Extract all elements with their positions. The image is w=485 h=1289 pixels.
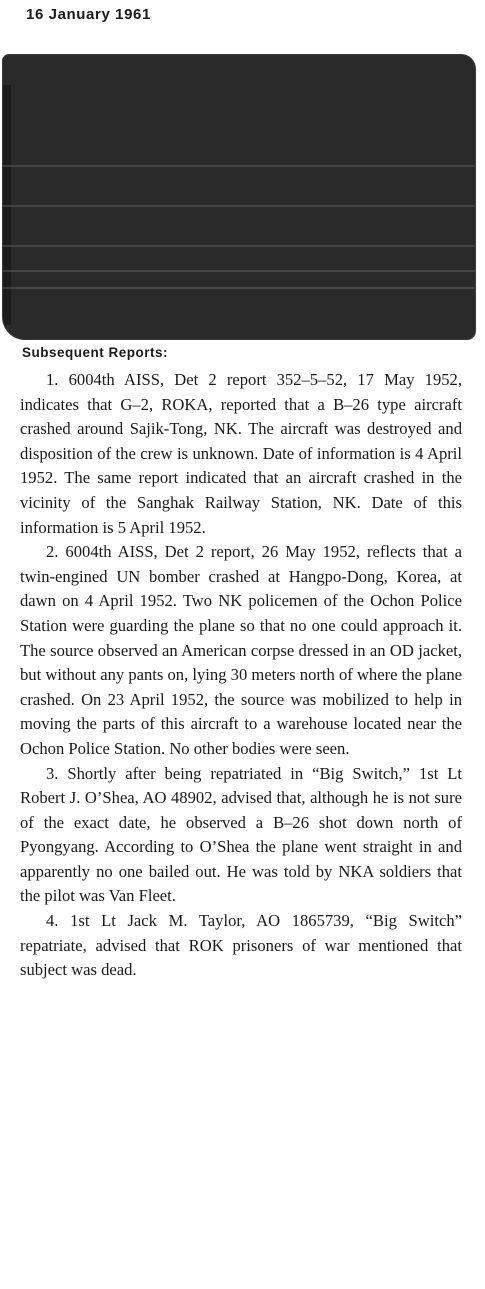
paragraph-3: 3. Shortly after being repatriated in “Big Switch,” 1st Lt Robert J. O’Shea, AO 48902, advised that, although he is not sure of the exact date, he observed a B–26 shot down north of Pyongyang. According to O’Shea the plane went straight in and apparently no one bailed out. He was told by NKA soldiers that the pilot was Van Fleet. — [20, 763, 462, 906]
paragraph-4: 4. 1st Lt Jack M. Taylor, AO 1865739, “Big Switch” repatriate, advised that ROK prisoners of war mentioned that subject was dead. — [20, 911, 462, 980]
paragraph-2: 2. 6004th AISS, Det 2 report, 26 May 1952, reflects that a twin-engined UN bomber crashed at Hangpo-Dong, Korea, at dawn on 4 April 1952. Two NK policemen of the Ochon Police Station were guarding the plane so that no one could approach it. The source observed an American corpse dressed in an OD jacket, but without any pants on, lying 30 meters north of where the plane crashed. On 23 April 1952, the source was mobilized to help in moving the parts of this aircraft to a warehouse located near the Ochon Police Station. No other bodies were seen. — [20, 542, 462, 758]
report-body — [20, 368, 462, 983]
redaction-streak — [3, 165, 475, 167]
paragraph-1: 1. 6004th AISS, Det 2 report 352–5–52, 17 May 1952, indicates that G–2, ROKA, reported that a B–26 type aircraft crashed around Sajik-Tong, NK. The aircraft was destroyed and disposition of the crew is unknown. Date of information is 4 April 1952. The same report indicated that an aircraft crashed in the vicinity of the Sanghak Railway Station, NK. Date of this information is 5 April 1952. — [20, 370, 462, 537]
section-title: Subsequent Reports: — [22, 345, 169, 360]
page-date: 16 January 1961 — [26, 6, 151, 23]
redaction-streak — [3, 287, 475, 289]
redaction-streak — [3, 270, 475, 272]
redaction-streak — [3, 245, 475, 247]
redacted-block — [3, 55, 475, 339]
redaction-streak — [3, 205, 475, 207]
